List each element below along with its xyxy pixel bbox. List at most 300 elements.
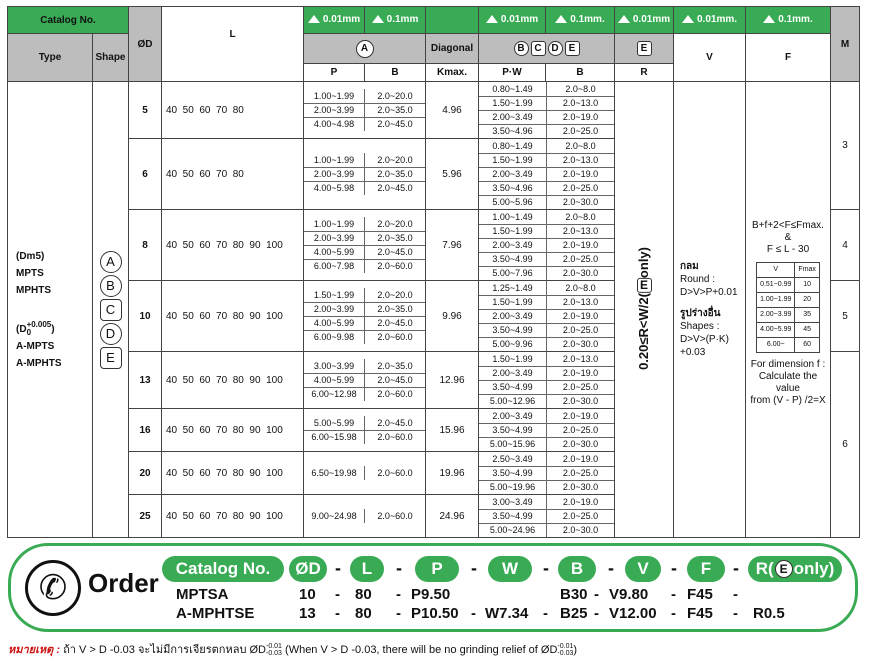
b-range: 2.0~60.0 [377, 389, 413, 400]
range-row [304, 167, 425, 181]
range-row [304, 373, 425, 387]
shape-bcde-ranges [479, 452, 615, 495]
range-row [479, 323, 614, 337]
triangle-icon [308, 15, 320, 23]
footnote: หมายเหตุ : ถ้า V > D -0.03 จะไม่มีการเจียรตกหลบ ØD -0.01 -0.03 (When V > D -0.03, there will be no grinding relief of ØD -0.01 -0.03 ) [8, 643, 578, 658]
dash: - [396, 605, 401, 622]
footnote-label: หมายเหตุ : [8, 644, 60, 656]
range-row [479, 238, 614, 252]
kmax-value: 5.96 [426, 139, 479, 210]
dash: - [733, 558, 739, 578]
p-range: 3.00~3.99 [304, 359, 365, 373]
fmax-row: 1.00~1.99 20 [757, 293, 820, 308]
b-range: 2.0~60.0 [377, 332, 413, 343]
range-row [304, 302, 425, 316]
p-range: 1.50~1.99 [304, 288, 365, 302]
pw-range: 3.50~4.96 [479, 124, 547, 138]
b-range: 2.0~20.0 [365, 288, 426, 302]
b-range: 2.0~20.0 [365, 89, 426, 103]
dash: - [671, 605, 676, 622]
b-range: 2.0~30.0 [562, 396, 599, 407]
pw-range: 2.50~3.49 [479, 452, 547, 466]
shape-a-ranges [304, 352, 426, 409]
pw-range: 3.50~4.99 [479, 509, 547, 523]
order-panel [8, 543, 858, 632]
b-range: 2.0~19.0 [547, 167, 615, 181]
pill-w: W [488, 556, 532, 582]
dash: - [733, 586, 738, 603]
b-range: 2.0~35.0 [365, 359, 426, 373]
pw-range: 2.00~3.49 [479, 110, 547, 124]
b-range: 2.0~30.0 [562, 525, 599, 536]
order-row2-w: W7.34 [485, 605, 529, 622]
pill-od: ØD [289, 556, 327, 582]
range-row [479, 352, 614, 366]
b-range: 2.0~20.0 [365, 217, 426, 231]
range-row [479, 309, 614, 323]
b-range: 2.0~19.0 [547, 409, 615, 423]
range-row [479, 409, 614, 423]
triangle-icon [555, 15, 567, 23]
b-range: 2.0~8.0 [547, 210, 615, 224]
dash: - [733, 605, 738, 622]
shape-bcde-ranges [479, 281, 615, 352]
p-range: 5.00~5.99 [304, 416, 365, 430]
pw-header: P·W [479, 64, 546, 82]
shape-bcde-ranges [479, 409, 615, 452]
p-range: 2.00~3.99 [304, 167, 365, 181]
b-range: 2.0~20.0 [365, 153, 426, 167]
order-row2-p: P10.50 [411, 605, 459, 622]
p-range: 1.00~1.99 [304, 153, 365, 167]
m-value: 4 [831, 210, 860, 281]
range-row [479, 466, 614, 480]
shape-a-ranges [304, 409, 426, 452]
b-header: B [365, 64, 426, 82]
kmax-header: Kmax. [426, 64, 479, 82]
footnote-tol2: -0.01 -0.03 [557, 643, 574, 658]
pw-range: 2.00~3.49 [479, 409, 547, 423]
p-range: 1.00~1.99 [304, 217, 365, 231]
triangle-icon [763, 15, 775, 23]
order-row1-cat: MPTSA [176, 586, 229, 603]
b-range: 2.0~25.0 [547, 423, 615, 437]
dash: - [594, 586, 599, 603]
dash: - [471, 558, 477, 578]
range-row [479, 423, 614, 437]
shape-a-ranges [304, 210, 426, 281]
kmax-value: 12.96 [426, 352, 479, 409]
range-row [304, 430, 425, 444]
range-row [479, 96, 614, 110]
dash: - [335, 605, 340, 622]
pill-catalog-no: Catalog No. [162, 556, 284, 582]
b-range: 2.0~60.0 [377, 432, 413, 443]
od-value: 5 [129, 82, 162, 139]
order-row2-cat: A-MPHTSE [176, 605, 255, 622]
footnote-eng: (When V > D -0.03, there will be no grinding relief of [285, 644, 538, 656]
footnote-thai: ถ้า V > D -0.03 จะไม่มีการเจียรตกหลบ [63, 644, 247, 656]
b-range: 2.0~13.0 [547, 224, 615, 238]
dash: - [335, 586, 340, 603]
kmax-value: 7.96 [426, 210, 479, 281]
pw-range: 1.00~1.49 [479, 210, 547, 224]
b-range: 2.0~25.0 [547, 466, 615, 480]
b-range: 2.0~19.0 [547, 238, 615, 252]
b-range: 2.0~35.0 [365, 231, 426, 245]
dash: - [396, 558, 402, 578]
pill-p: P [415, 556, 459, 582]
od-value: 25 [129, 495, 162, 538]
range-row [479, 153, 614, 167]
dash: - [543, 558, 549, 578]
shape-icon-c: C [100, 299, 122, 321]
pill-b: B [558, 556, 596, 582]
r-cell [615, 82, 674, 538]
tol-b-header: 0.1mm [365, 7, 426, 34]
shape-bcde-ranges [479, 495, 615, 538]
pw-range: 3.50~4.96 [479, 181, 547, 195]
tol-pw-header: 0.01mm [479, 7, 546, 34]
p-range: 6.00~9.98 [304, 330, 365, 344]
range-row [479, 523, 614, 537]
od-value: 6 [129, 139, 162, 210]
order-row2-l: 80 [355, 605, 372, 622]
pw-range: 1.50~1.99 [479, 224, 547, 238]
od-value: 16 [129, 409, 162, 452]
p-range: 4.00~5.99 [304, 373, 365, 387]
range-row [479, 110, 614, 124]
od-value: 8 [129, 210, 162, 281]
triangle-icon [682, 15, 694, 23]
pw-range: 1.50~1.99 [479, 352, 547, 366]
b-range: 2.0~25.0 [562, 126, 599, 137]
dash: - [543, 605, 548, 622]
pw-range: 3.50~4.99 [479, 466, 547, 480]
pw-range: 0.80~1.49 [479, 82, 547, 96]
shape-a-ranges [304, 82, 426, 139]
range-row [304, 316, 425, 330]
pw-range: 3.50~4.99 [479, 423, 547, 437]
type-ampts: A-MPTS [16, 340, 55, 352]
shape-a-ranges [304, 139, 426, 210]
dash: - [671, 586, 676, 603]
pw-range: 3.50~4.99 [479, 252, 547, 266]
order-row2-r: R0.5 [753, 605, 785, 622]
p-range: 1.00~1.99 [304, 89, 365, 103]
order-row2-d: 13 [299, 605, 316, 622]
fmax-row: 4.00~5.99 45 [757, 323, 820, 338]
b-range: 2.0~30.0 [562, 339, 599, 350]
b-range: 2.0~45.0 [377, 183, 413, 194]
type-header: Type [8, 34, 93, 82]
p-range: 6.00~15.98 [304, 430, 365, 444]
range-row [479, 181, 614, 195]
pill-f: F [687, 556, 725, 582]
pw-range: 2.00~3.49 [479, 309, 547, 323]
shape-bcde-header: B C D E [479, 34, 615, 64]
dash: - [471, 605, 476, 622]
fmax-row: 2.00~3.99 35 [757, 308, 820, 323]
shape-icon-b: B [100, 275, 122, 297]
shape-icon-d: D [100, 323, 122, 345]
footnote-sym1: ØD [249, 644, 266, 656]
range-row [304, 359, 425, 373]
l-values: 40 50 60 70 80 90 100 [162, 352, 304, 409]
order-row2-f: F45 [687, 605, 713, 622]
range-row [479, 281, 614, 295]
type-cell [8, 82, 93, 538]
triangle-icon [486, 15, 498, 23]
order-title: Order [88, 568, 159, 598]
b-range: 2.0~30.0 [562, 482, 599, 493]
p-range: 2.00~3.99 [304, 231, 365, 245]
order-row2-v: V12.00 [609, 605, 657, 622]
pw-range: 5.00~19.96 [479, 480, 547, 494]
b-range: 2.0~35.0 [365, 302, 426, 316]
range-row [479, 437, 614, 451]
pw-range: 5.00~24.96 [479, 523, 547, 537]
type-amphts: A-MPHTS [16, 357, 62, 369]
range-row [479, 366, 614, 380]
shape-bcde-ranges [479, 139, 615, 210]
range-row [479, 195, 614, 209]
b-range: 2.0~35.0 [365, 167, 426, 181]
shape-icon-a: A [100, 251, 122, 273]
m-header: M [831, 7, 860, 82]
range-row [304, 416, 425, 430]
dash: - [671, 558, 677, 578]
p-range: 4.00~5.99 [304, 245, 365, 259]
range-row [479, 495, 614, 509]
p-range: 2.00~3.99 [304, 302, 365, 316]
b-range: 2.0~25.0 [547, 181, 615, 195]
p-range: 6.50~19.98 [304, 466, 365, 480]
b-range: 2.0~19.0 [547, 366, 615, 380]
od-header: ØD [129, 7, 162, 82]
range-row [479, 252, 614, 266]
range-row [479, 224, 614, 238]
v-header: V [674, 34, 746, 82]
r-header: R [615, 64, 674, 82]
fmax-row: 6.00~ 60 [757, 338, 820, 353]
tol-f-header: 0.1mm. [746, 7, 831, 34]
tol-p-header: 0.01mm [304, 7, 365, 34]
diagonal-header: Diagonal [426, 34, 479, 64]
b-range: 2.0~25.0 [547, 509, 615, 523]
pw-range: 3.50~4.99 [479, 323, 547, 337]
l-values: 40 50 60 70 80 [162, 139, 304, 210]
range-row [479, 266, 614, 280]
order-row1-d: 10 [299, 586, 316, 603]
l-header: L [162, 7, 304, 82]
type-d-tolerance: (D +0.005 0 ) [16, 319, 55, 337]
order-row2-b: B25 [560, 605, 588, 622]
range-row [479, 82, 614, 96]
triangle-icon [372, 15, 384, 23]
b-range: 2.0~19.0 [547, 110, 615, 124]
b-range: 2.0~30.0 [562, 268, 599, 279]
pw-range: 5.00~9.96 [479, 337, 547, 351]
pill-l: L [350, 556, 384, 582]
triangle-icon [618, 15, 630, 23]
p-range: 4.00~4.98 [304, 117, 365, 131]
tol-v-header: 0.01mm. [674, 7, 746, 34]
b-range: 2.0~30.0 [562, 439, 599, 450]
shape-a-ranges [304, 452, 426, 495]
b-range: 2.0~19.0 [547, 309, 615, 323]
shape-a-header: A [304, 34, 426, 64]
f-cell: B+f+2<F≤Fmax. & F ≤ L - 30 V Fmax 0.51~0.99 10 1.00~1.99 20 2.00~3.99 35 4.00~5.99 45 6.00~ 60 For dimension f : Calculate the value from (V - P) /2=X [746, 82, 831, 538]
range-row [479, 509, 614, 523]
kmax-value: 9.96 [426, 281, 479, 352]
range-row [479, 452, 614, 466]
b-range: 2.0~30.0 [562, 197, 599, 208]
range-row [479, 480, 614, 494]
range-row [304, 466, 425, 480]
range-row [479, 124, 614, 138]
type-mpts: MPTS [16, 267, 44, 279]
b-range: 2.0~13.0 [547, 153, 615, 167]
range-row [479, 139, 614, 153]
shape-e-header: E [615, 34, 674, 64]
pw-range: 5.00~12.96 [479, 394, 547, 408]
order-row1-b: B30 [560, 586, 588, 603]
shape-a-ranges [304, 281, 426, 352]
footnote-tol1: -0.01 -0.03 [266, 643, 282, 658]
range-row [304, 231, 425, 245]
tol-k-header [426, 7, 479, 34]
range-row [304, 245, 425, 259]
range-row [479, 394, 614, 408]
b-range: 2.0~8.0 [547, 281, 615, 295]
p-range: 9.00~24.98 [304, 509, 365, 523]
pw-range: 2.00~3.49 [479, 167, 547, 181]
range-row [304, 217, 425, 231]
dash: - [396, 586, 401, 603]
kmax-value: 19.96 [426, 452, 479, 495]
m-value: 6 [831, 352, 860, 538]
range-row [479, 337, 614, 351]
order-row1-p: P9.50 [411, 586, 451, 603]
type-mphts: MPHTS [16, 284, 51, 296]
fmax-table: V Fmax 0.51~0.99 10 1.00~1.99 20 2.00~3.99 35 4.00~5.99 45 6.00~ 60 [756, 262, 820, 353]
pw-range: 2.00~3.49 [479, 238, 547, 252]
b-range: 2.0~45.0 [377, 119, 413, 130]
pw-range: 1.50~1.99 [479, 153, 547, 167]
b-range: 2.0~8.0 [547, 82, 615, 96]
range-row [304, 387, 425, 401]
l-values: 40 50 60 70 80 90 100 [162, 409, 304, 452]
type-dm5: (Dm5) [16, 250, 45, 262]
shape-cell [93, 82, 129, 538]
fmax-row: 0.51~0.99 10 [757, 278, 820, 293]
b-range: 2.0~19.0 [547, 452, 615, 466]
b-range: 2.0~8.0 [547, 139, 615, 153]
range-row [304, 117, 425, 131]
shape-bcde-ranges [479, 210, 615, 281]
pw-range: 1.50~1.99 [479, 96, 547, 110]
dash: - [608, 558, 614, 578]
b-range: 2.0~45.0 [365, 373, 426, 387]
catalog-no-header: Catalog No. [8, 7, 129, 34]
od-row [8, 82, 860, 139]
pill-v: V [625, 556, 661, 582]
m-value: 3 [831, 82, 860, 210]
b-range: 2.0~60.0 [377, 468, 413, 478]
order-row1-l: 80 [355, 586, 372, 603]
pw-range: 0.80~1.49 [479, 139, 547, 153]
pw-range: 1.25~1.49 [479, 281, 547, 295]
order-row1-v: V9.80 [609, 586, 649, 603]
range-row [304, 89, 425, 103]
range-row [304, 103, 425, 117]
footnote-sym2: ØD [540, 644, 558, 656]
b-range: 2.0~45.0 [365, 416, 426, 430]
b-range: 2.0~45.0 [365, 245, 426, 259]
pw-range: 3.50~4.99 [479, 380, 547, 394]
pw-range: 5.00~5.96 [479, 195, 547, 209]
p-range: 4.00~5.99 [304, 316, 365, 330]
b-range: 2.0~13.0 [547, 96, 615, 110]
l-values: 40 50 60 70 80 90 100 [162, 210, 304, 281]
b-range: 2.0~60.0 [377, 261, 413, 272]
l-values: 40 50 60 70 80 90 100 [162, 495, 304, 538]
b-range: 2.0~35.0 [365, 103, 426, 117]
pw-range: 3.00~3.49 [479, 495, 547, 509]
range-row [304, 509, 425, 523]
f-header: F [746, 34, 831, 82]
range-row [304, 288, 425, 302]
p-range: 4.00~5.98 [304, 181, 365, 195]
pw-range: 5.00~15.96 [479, 437, 547, 451]
od-value: 20 [129, 452, 162, 495]
range-row [304, 259, 425, 273]
b-range: 2.0~45.0 [365, 316, 426, 330]
range-row [479, 380, 614, 394]
b-range: 2.0~25.0 [547, 380, 615, 394]
l-values: 40 50 60 70 80 90 100 [162, 281, 304, 352]
range-row [304, 153, 425, 167]
spacer [16, 299, 92, 321]
b-range: 2.0~19.0 [547, 495, 615, 509]
v-cell: กลม Round : D>V>P+0.01 รูปร่างอื่น Shapes : D>V>(P·K) +0.03 [674, 82, 746, 538]
r-formula: 0.20≤R<W/2(Eonly) [635, 246, 651, 370]
range-row [479, 167, 614, 181]
kmax-value: 15.96 [426, 409, 479, 452]
kmax-value: 4.96 [426, 82, 479, 139]
pw-range: 5.00~7.96 [479, 266, 547, 280]
shape-bcde-ranges [479, 352, 615, 409]
p-range: 6.00~7.98 [304, 259, 365, 273]
shape-header: Shape [93, 34, 129, 82]
b-range: 2.0~25.0 [547, 252, 615, 266]
range-row [479, 295, 614, 309]
dash: - [594, 605, 599, 622]
kmax-value: 24.96 [426, 495, 479, 538]
range-row [304, 181, 425, 195]
b-range: 2.0~25.0 [547, 323, 615, 337]
range-row [304, 330, 425, 344]
p-range: 6.00~12.98 [304, 387, 365, 401]
od-value: 10 [129, 281, 162, 352]
catalog-table [7, 6, 860, 538]
pill-r: R( E only) [748, 556, 842, 582]
range-row [479, 210, 614, 224]
b-range: 2.0~13.0 [547, 352, 615, 366]
tol-b2-header: 0.1mm. [546, 7, 615, 34]
tol-r-header: 0.01mm [615, 7, 674, 34]
